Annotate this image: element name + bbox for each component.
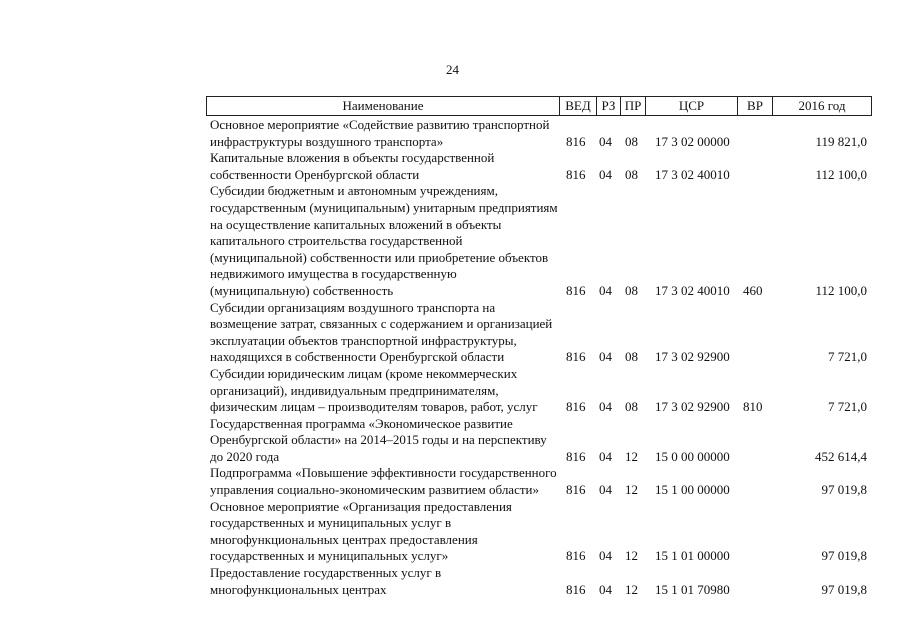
row-name-line: на осуществление капитальных вложений в объекты <box>210 216 502 232</box>
row-name-line: инфраструктуры воздушного транспорта» <box>210 133 444 149</box>
header-pr: ПР <box>620 97 645 115</box>
row-name-line: собственности Оренбургской области <box>210 166 420 182</box>
row-amount: 119 821,0 <box>815 133 867 149</box>
row-name-line: Субсидии бюджетным и автономным учреждениям, <box>210 183 498 199</box>
row-amount: 97 019,8 <box>821 482 867 498</box>
row-name-line: управления социально-экономическим развитием области» <box>210 482 539 498</box>
row-name <box>210 416 555 466</box>
row-name <box>210 117 555 150</box>
row-pr: 08 <box>625 166 638 182</box>
row-vr: 810 <box>743 399 763 415</box>
row-name-line: Оренбургской области» на 2014–2015 годы и на перспективу <box>210 432 547 448</box>
row-amount: 452 614,4 <box>815 448 867 464</box>
row-csr: 17 3 02 92900 <box>655 399 730 415</box>
row-rz: 04 <box>599 399 612 415</box>
row-rz: 04 <box>599 548 612 564</box>
row-csr: 17 3 02 00000 <box>655 133 730 149</box>
row-amount: 97 019,8 <box>821 548 867 564</box>
row-name <box>210 150 555 183</box>
row-ved: 816 <box>566 548 586 564</box>
table-row <box>0 300 905 366</box>
row-amount: 112 100,0 <box>815 282 867 298</box>
row-csr: 15 1 01 70980 <box>655 581 730 597</box>
row-name-line: капитального строительства государственной <box>210 233 463 249</box>
table-body <box>0 117 905 598</box>
table-row <box>0 465 905 498</box>
row-name-line: многофункциональных центрах предоставления <box>210 531 478 547</box>
row-name-line: Предоставление государственных услуг в <box>210 565 442 581</box>
page-number: 24 <box>446 62 459 77</box>
row-name-line: возмещение затрат, связанных с содержанием и организацией <box>210 316 553 332</box>
row-csr: 15 1 00 00000 <box>655 482 730 498</box>
row-amount: 112 100,0 <box>815 166 867 182</box>
row-ved: 816 <box>566 482 586 498</box>
row-pr: 12 <box>625 482 638 498</box>
header-year: 2016 год <box>772 97 871 115</box>
row-csr: 17 3 02 40010 <box>655 282 730 298</box>
row-ved: 816 <box>566 448 586 464</box>
row-pr: 08 <box>625 133 638 149</box>
header-rz: РЗ <box>596 97 620 115</box>
row-name-line: государственным (муниципальным) унитарным предприятиям <box>210 199 558 215</box>
row-name <box>210 499 555 565</box>
row-name <box>210 465 555 498</box>
row-amount: 7 721,0 <box>828 349 867 365</box>
row-name <box>210 300 555 366</box>
row-name-line: эксплуатации объектов транспортной инфраструктуры, <box>210 332 517 348</box>
row-rz: 04 <box>599 482 612 498</box>
row-name-line: Основное мероприятие «Организация предоставления <box>210 498 512 514</box>
row-pr: 12 <box>625 448 638 464</box>
row-pr: 12 <box>625 548 638 564</box>
row-name <box>210 366 555 416</box>
row-name-line: Основное мероприятие «Содействие развитию транспортной <box>210 117 550 132</box>
row-amount: 7 721,0 <box>828 399 867 415</box>
table-header <box>206 96 872 116</box>
row-pr: 12 <box>625 581 638 597</box>
row-pr: 08 <box>625 349 638 365</box>
table-row <box>0 565 905 598</box>
row-ved: 816 <box>566 399 586 415</box>
row-name-line: находящихся в собственности Оренбургской области <box>210 349 505 365</box>
row-name-line: государственных и муниципальных услуг в <box>210 515 452 531</box>
row-amount: 97 019,8 <box>821 581 867 597</box>
row-rz: 04 <box>599 166 612 182</box>
row-name-line: организаций), индивидуальным предпринимателям, <box>210 382 499 398</box>
row-rz: 04 <box>599 448 612 464</box>
row-name <box>210 183 558 299</box>
row-csr: 15 0 00 00000 <box>655 448 730 464</box>
row-csr: 15 1 01 00000 <box>655 548 730 564</box>
header-csr: ЦСР <box>645 97 737 115</box>
row-name-line: многофункциональных центрах <box>210 581 387 597</box>
table-row <box>0 183 905 299</box>
row-name-line: (муниципальную) собственность <box>210 282 394 298</box>
row-name-line: (муниципальной) собственности или приобретение объектов <box>210 249 549 265</box>
row-rz: 04 <box>599 349 612 365</box>
table-row <box>0 366 905 416</box>
row-rz: 04 <box>599 581 612 597</box>
row-name <box>210 565 555 598</box>
row-ved: 816 <box>566 133 586 149</box>
row-name-line: Государственная программа «Экономическое развитие <box>210 415 513 431</box>
header-vr: ВР <box>737 97 772 115</box>
row-name-line: Капитальные вложения в объекты государственной <box>210 150 495 166</box>
row-vr: 460 <box>743 282 763 298</box>
row-csr: 17 3 02 40010 <box>655 166 730 182</box>
row-rz: 04 <box>599 133 612 149</box>
header-name: Наименование <box>342 98 424 113</box>
row-name-line: Субсидии организациям воздушного транспорта на <box>210 299 496 315</box>
table-row <box>0 150 905 183</box>
table-row <box>0 117 905 150</box>
row-name-line: до 2020 года <box>210 448 280 464</box>
row-ved: 816 <box>566 166 586 182</box>
row-ved: 816 <box>566 349 586 365</box>
table-row <box>0 416 905 466</box>
row-rz: 04 <box>599 282 612 298</box>
row-name-line: Подпрограмма «Повышение эффективности государственного <box>210 465 557 481</box>
row-name-line: Субсидии юридическим лицам (кроме некоммерческих <box>210 365 518 381</box>
row-name-line: государственных и муниципальных услуг» <box>210 548 449 564</box>
row-ved: 816 <box>566 581 586 597</box>
row-csr: 17 3 02 92900 <box>655 349 730 365</box>
row-name-line: недвижимого имущества в государственную <box>210 266 457 282</box>
row-pr: 08 <box>625 399 638 415</box>
row-name-line: физическим лицам – производителям товаров, работ, услуг <box>210 399 538 415</box>
table-row <box>0 499 905 565</box>
row-ved: 816 <box>566 282 586 298</box>
header-ved: ВЕД <box>559 97 596 115</box>
row-pr: 08 <box>625 282 638 298</box>
